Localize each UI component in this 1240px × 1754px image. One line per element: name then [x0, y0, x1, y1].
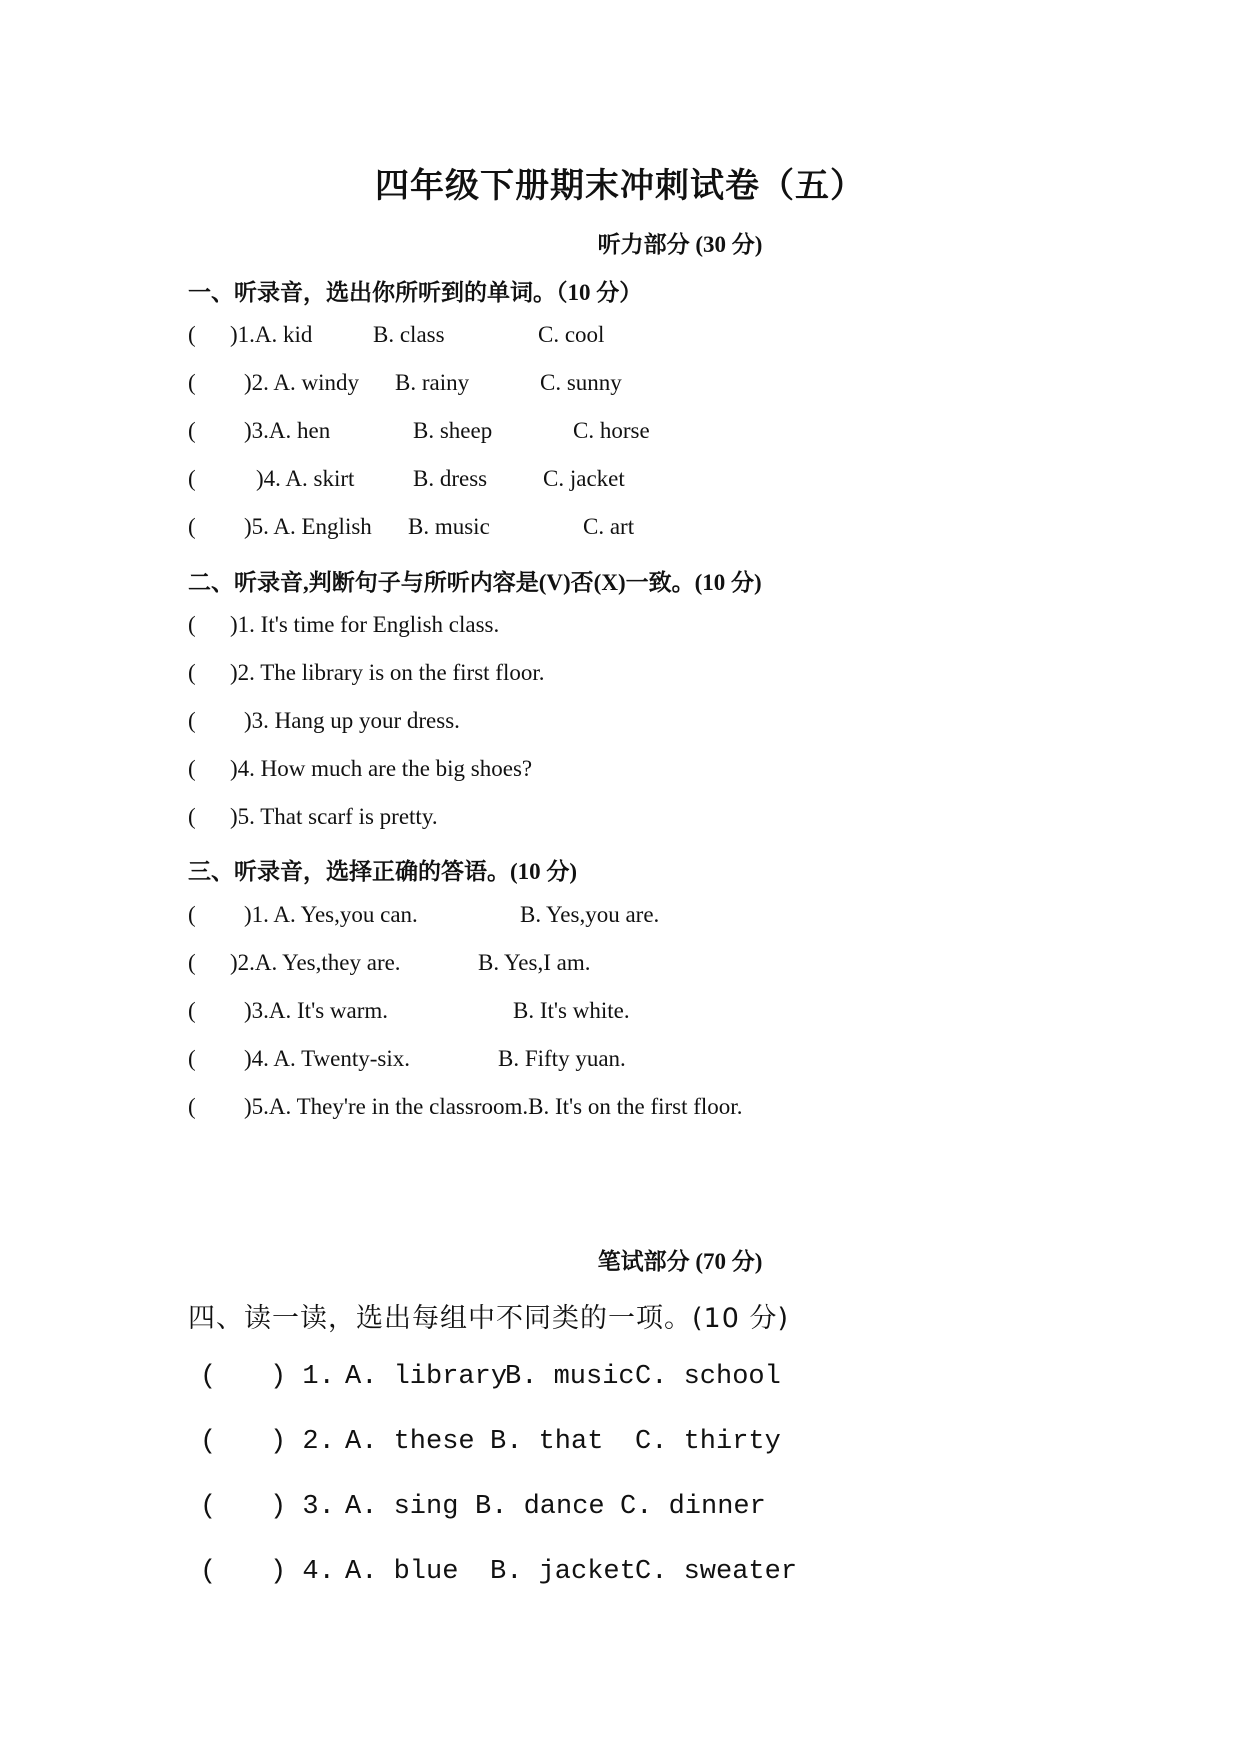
option-b: B. Yes,I am.	[478, 950, 591, 975]
option-c: C. sweater	[635, 1557, 798, 1587]
answer-blank[interactable]: (	[188, 514, 196, 539]
answer-blank[interactable]: (	[188, 950, 196, 975]
section-4-heading: 四、读一读，选出每组中不同类的一项。(10 分)	[188, 1303, 790, 1334]
option-b: B. Yes,you are.	[520, 902, 660, 927]
statement: )5. That scarf is pretty.	[230, 804, 438, 829]
question-number: ) 1.	[270, 1362, 335, 1392]
page-title: 四年级下册期末冲刺试卷（五）	[375, 166, 865, 206]
option-c: C. sunny	[540, 370, 622, 395]
answer-blank[interactable]: (	[188, 322, 196, 347]
question-number: ) 2.	[270, 1427, 335, 1457]
answer-blank[interactable]: (	[188, 466, 196, 491]
option-b: B. sheep	[413, 418, 493, 443]
answer-blank[interactable]: (	[200, 1362, 217, 1392]
option-b: B. It's white.	[513, 998, 630, 1023]
answer-blank[interactable]: (	[200, 1492, 217, 1522]
statement: )2. The library is on the first floor.	[230, 660, 545, 685]
written-part-heading: 笔试部分 (70 分)	[597, 1249, 763, 1274]
question-number: ) 3.	[270, 1492, 335, 1522]
option-c: C. cool	[538, 322, 605, 347]
question-number: ) 4.	[270, 1557, 335, 1587]
option-a: A. sing	[345, 1492, 459, 1522]
answer-blank[interactable]: (	[200, 1427, 217, 1457]
option-c: C. jacket	[543, 466, 625, 491]
option-a: A. library	[345, 1362, 508, 1392]
option-b: B. music	[408, 514, 490, 539]
option-c: C. dinner	[620, 1492, 766, 1522]
option-b: B. music	[505, 1362, 635, 1392]
answer-blank[interactable]: (	[188, 1094, 196, 1119]
answer-blank[interactable]: (	[188, 612, 196, 637]
section-2-heading: 二、听录音,判断句子与所听内容是(V)否(X)一致。(10 分)	[188, 570, 762, 595]
option-a: )2. A. windy	[244, 370, 359, 395]
option-c: C. thirty	[635, 1427, 781, 1457]
answer-blank[interactable]: (	[188, 418, 196, 443]
option-a: )2.A. Yes,they are.	[230, 950, 401, 975]
option-a: A. blue	[345, 1557, 459, 1587]
statement: )4. How much are the big shoes?	[230, 756, 533, 781]
answer-blank[interactable]: (	[188, 708, 196, 733]
option-c: C. horse	[573, 418, 650, 443]
option-a: )4. A. Twenty-six.	[244, 1046, 410, 1071]
statement: )1. It's time for English class.	[230, 612, 500, 637]
answer-blank[interactable]: (	[188, 660, 196, 685]
option-a: )5.A. They're in the classroom.B. It's on the first floor.	[244, 1094, 743, 1119]
option-b: B. jacket	[490, 1557, 636, 1587]
option-c: C. school	[635, 1362, 781, 1392]
option-b: B. dress	[413, 466, 488, 491]
answer-blank[interactable]: (	[188, 756, 196, 781]
section-3-heading: 三、听录音，选择正确的答语。(10 分)	[188, 859, 578, 884]
answer-blank[interactable]: (	[188, 998, 196, 1023]
option-a: )3.A. hen	[244, 418, 331, 443]
option-a: )5. A. English	[244, 514, 372, 539]
option-a: )4. A. skirt	[256, 466, 355, 491]
answer-blank[interactable]: (	[188, 902, 196, 927]
answer-blank[interactable]: (	[188, 1046, 196, 1071]
answer-blank[interactable]: (	[188, 804, 196, 829]
answer-blank[interactable]: (	[188, 370, 196, 395]
option-a: )1. A. Yes,you can.	[244, 902, 418, 927]
option-a: )1.A. kid	[230, 322, 313, 347]
option-b: B. Fifty yuan.	[498, 1046, 626, 1071]
option-c: C. art	[583, 514, 635, 539]
statement: )3. Hang up your dress.	[244, 708, 460, 733]
option-b: B. that	[490, 1427, 604, 1457]
answer-blank[interactable]: (	[200, 1557, 217, 1587]
section-1-heading: 一、听录音，选出你所听到的单词。（10 分）	[188, 280, 643, 305]
option-b: B. rainy	[395, 370, 470, 395]
option-a: A. these	[345, 1427, 475, 1457]
option-a: )3.A. It's warm.	[244, 998, 389, 1023]
listening-part-heading: 听力部分 (30 分)	[597, 232, 763, 257]
option-b: B. dance	[475, 1492, 605, 1522]
option-b: B. class	[373, 322, 445, 347]
